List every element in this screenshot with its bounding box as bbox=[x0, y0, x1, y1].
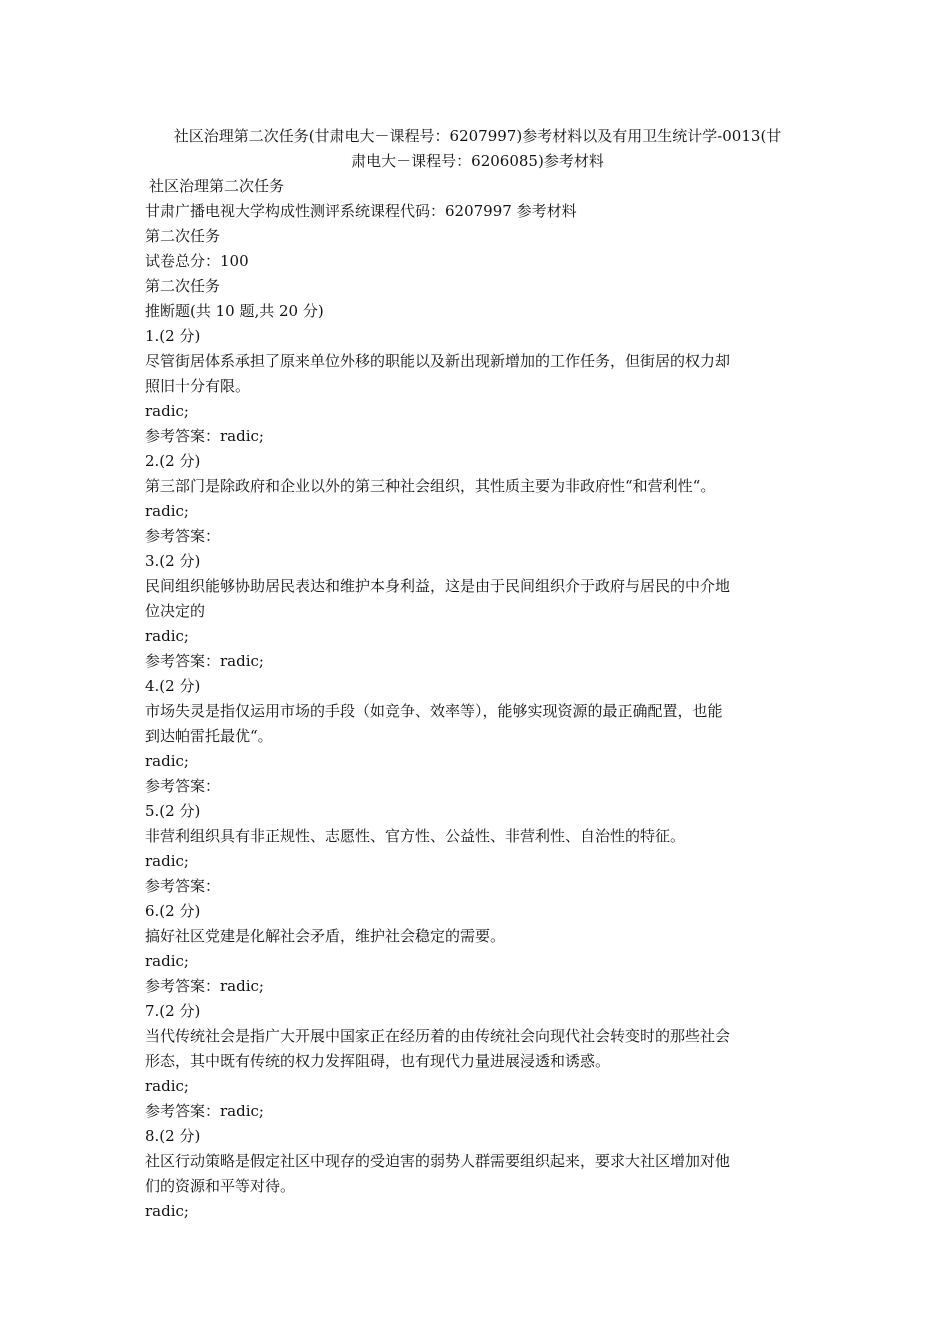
task-label: 第二次任务 bbox=[145, 277, 221, 295]
question-number: 8.(2 分) bbox=[145, 1127, 201, 1145]
question-text-line: 市场失灵是指仅运用市场的手段（如竞争、效率等），能够实现资源的最正确配置，也能 bbox=[145, 702, 723, 720]
question-option: radic; bbox=[145, 852, 189, 870]
question-text-line: 形态，其中既有传统的权力发挥阻碍，也有现代力量进展浸透和诱惑。 bbox=[145, 1052, 611, 1070]
reference-answer: 参考答案： bbox=[145, 877, 221, 895]
question-item bbox=[145, 449, 810, 549]
question-number: 1.(2 分) bbox=[145, 327, 201, 345]
section-heading: 推断题(共 10 题,共 20 分) bbox=[145, 302, 324, 320]
question-option: radic; bbox=[145, 752, 189, 770]
question-item bbox=[145, 799, 810, 899]
total-score: 试卷总分：100 bbox=[145, 252, 249, 270]
question-number: 4.(2 分) bbox=[145, 677, 201, 695]
reference-answer: 参考答案：radic; bbox=[145, 427, 264, 445]
subtitle: 社区治理第二次任务 bbox=[149, 177, 285, 195]
course-code-line: 甘肃广播电视大学构成性测评系统课程代码：6207997 参考材料 bbox=[145, 202, 577, 220]
question-item bbox=[145, 899, 810, 999]
question-item bbox=[145, 999, 810, 1124]
reference-answer: 参考答案： bbox=[145, 777, 221, 795]
question-text-line: 第三部门是除政府和企业以外的第三种社会组织，其性质主要为非政府性“和营利性“。 bbox=[145, 477, 716, 495]
question-item bbox=[145, 674, 810, 799]
question-number: 2.(2 分) bbox=[145, 452, 201, 470]
question-item bbox=[145, 324, 810, 449]
question-option: radic; bbox=[145, 502, 189, 520]
question-text-line: 当代传统社会是指广大开展中国家正在经历着的由传统社会向现代社会转变时的那些社会 bbox=[145, 1027, 731, 1045]
question-text-line: 位决定的 bbox=[145, 602, 206, 620]
question-text-line: 们的资源和平等对待。 bbox=[145, 1177, 296, 1195]
document-title bbox=[145, 124, 810, 174]
reference-answer: 参考答案： bbox=[145, 527, 221, 545]
question-text-line: 照旧十分有限。 bbox=[145, 377, 251, 395]
question-text-line: 非营利组织具有非正规性、志愿性、官方性、公益性、非营利性、自治性的特征。 bbox=[145, 827, 686, 845]
question-item bbox=[145, 549, 810, 674]
question-item bbox=[145, 1124, 810, 1224]
question-number: 5.(2 分) bbox=[145, 802, 201, 820]
question-text-line: 尽管街居体系承担了原来单位外移的职能以及新出现新增加的工作任务，但街居的权力却 bbox=[145, 352, 731, 370]
question-option: radic; bbox=[145, 1077, 189, 1095]
question-text-line: 搞好社区党建是化解社会矛盾，维护社会稳定的需要。 bbox=[145, 927, 506, 945]
question-number: 7.(2 分) bbox=[145, 1002, 201, 1020]
question-number: 6.(2 分) bbox=[145, 902, 201, 920]
reference-answer: 参考答案：radic; bbox=[145, 977, 264, 995]
question-text-line: 民间组织能够协助居民表达和维护本身利益，这是由于民间组织介于政府与居民的中介地 bbox=[145, 577, 731, 595]
reference-answer: 参考答案：radic; bbox=[145, 652, 264, 670]
document-page bbox=[145, 124, 810, 1224]
question-list bbox=[145, 324, 810, 1224]
question-text-line: 社区行动策略是假定社区中现存的受迫害的弱势人群需要组织起来，要求大社区增加对他 bbox=[145, 1152, 731, 1170]
task-label: 第二次任务 bbox=[145, 227, 221, 245]
title-line-2: 肃电大－课程号：6206085)参考材料 bbox=[351, 152, 604, 170]
question-text-line: 到达帕雷托最优“。 bbox=[145, 727, 273, 745]
title-line-1: 社区治理第二次任务(甘肃电大－课程号：6207997)参考材料以及有用卫生统计学-0013(甘 bbox=[173, 127, 782, 145]
question-number: 3.(2 分) bbox=[145, 552, 201, 570]
question-option: radic; bbox=[145, 1202, 189, 1220]
question-option: radic; bbox=[145, 402, 189, 420]
reference-answer: 参考答案：radic; bbox=[145, 1102, 264, 1120]
question-option: radic; bbox=[145, 627, 189, 645]
question-option: radic; bbox=[145, 952, 189, 970]
